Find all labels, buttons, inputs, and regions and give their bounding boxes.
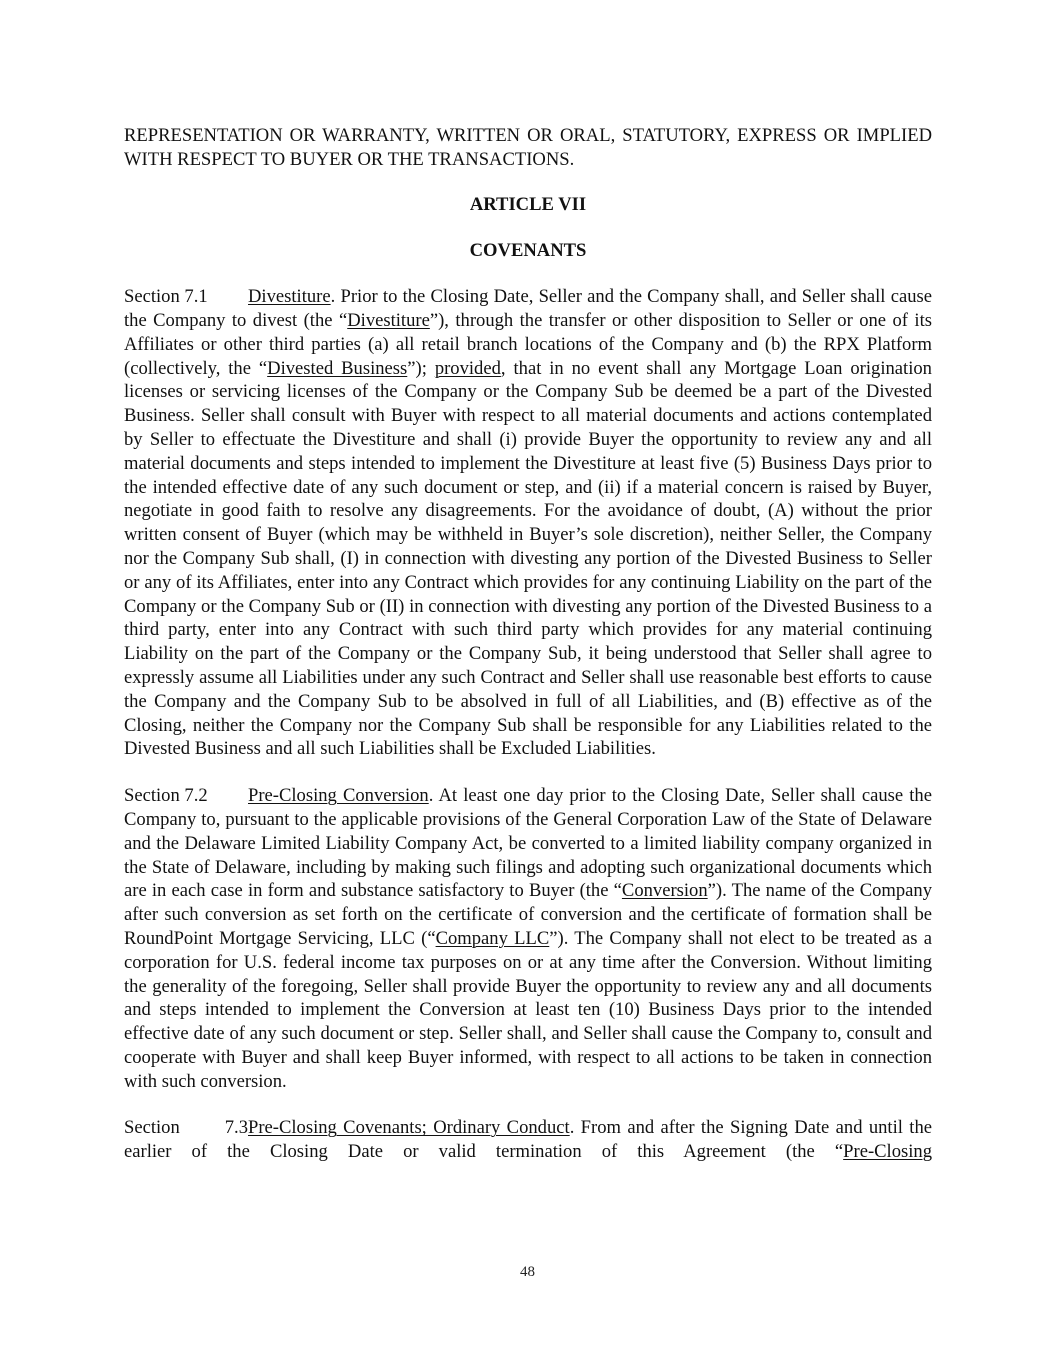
section-text: ”). The name of the Company after such conversion as set forth on the certificate of conversion and the certificate of formation shall be RoundPoint Mortgage Servicing, LLC (“ xyxy=(124,880,933,949)
section-text: ”); xyxy=(407,357,435,379)
section-title: Divestiture xyxy=(248,286,331,308)
defined-term: Divested Business xyxy=(267,357,408,379)
article-title-heading: COVENANTS xyxy=(469,240,587,262)
section-title: Pre-Closing Conversion xyxy=(248,785,429,807)
section-number: Section 7.2 xyxy=(124,785,208,807)
section-7-3 xyxy=(124,1116,932,1164)
document-page xyxy=(124,124,932,1187)
section-7-1 xyxy=(124,285,932,761)
section-text: . At least one day prior to the Closing Date, Seller shall cause the Company to, pursuant to the applicable provisions of the General Corporation Law of the State of Delaware and the Delaware Limited Liability Company Act, be converted to a limited liability company organized in the State of Delaware, including by making such filings and adopting such organizational documents which are in each case in form and substance satisfactory to Buyer (the “ xyxy=(124,785,932,902)
defined-term: provided xyxy=(434,357,501,379)
page-number: 48 xyxy=(520,1264,535,1280)
article-number-heading: ARTICLE VII xyxy=(469,193,587,215)
section-7-2 xyxy=(124,784,932,1093)
section-text: ”), through the transfer or other disposition to Seller or one of its Affiliates or other third parties (a) all retail branch locations of the Company and (b) the RPX Platform (collectively, the “ xyxy=(124,309,932,379)
intro-paragraph: REPRESENTATION OR WARRANTY, WRITTEN OR ORAL, STATUTORY, EXPRESS OR IMPLIED WITH RESPECT TO BUYER OR THE TRANSACTIONS. xyxy=(124,125,932,170)
section-number: Section 7.3 xyxy=(124,1117,248,1139)
defined-term: Pre-Closing xyxy=(843,1141,932,1163)
section-number: Section 7.1 xyxy=(124,286,208,308)
section-text: . From and after the Signing Date and until the earlier of the Closing Date or valid termination of this Agreement (the “ xyxy=(124,1117,932,1163)
section-text: . Prior to the Closing Date, Seller and the Company shall, and Seller shall cause the Company to divest (the “ xyxy=(124,286,932,331)
section-text: , that in no event shall any Mortgage Loan origination licenses or servicing licenses of the Company or the Company Sub be deemed be a part of the Divested Business. Seller shall consult with Buyer with respect to all material documents and actions contemplated by Seller to effectuate the Divestiture and shall (i) provide Buyer the opportunity to review any and all material documents and steps intended to implement the Divestiture at least five (5) Business Days prior to the intended effective date of any such document or step, and (ii) if a material concern is raised by Buyer, negotiate in good faith to resolve any disagreements. For the avoidance of doubt, (A) without the prior written consent of Buyer (which may be withheld in Buyer’s sole discretion), neither Seller, the Company nor the Company Sub shall, (I) in connection with divesting any portion of the Divested Business to Seller or any of its Affiliates, enter into any Contract which provides for any continuing Liability on the part of the Company or the Company Sub or (II) in connection with divesting any portion of the Divested Business to a third party, enter into any Contract with such third party which provides for any material continuing Liability on the part of the Company or the Company Sub, it being understood that Seller shall agree to expressly assume all Liabilities under any such Contract and Seller shall use reasonable best efforts to cause the Company and the Company Sub to be absolved in full of all Liabilities, and (B) effective as of the Closing, neither the Company nor the Company Sub shall be responsible for any Liabilities related to the Divested Business and all such Liabilities shall be Excluded Liabilities. xyxy=(124,357,932,760)
defined-term: Conversion xyxy=(621,880,708,902)
defined-term: Company LLC xyxy=(435,927,550,949)
defined-term: Divestiture xyxy=(347,309,430,331)
section-title: Pre-Closing Covenants; Ordinary Conduct xyxy=(248,1117,570,1139)
section-text: ”). The Company shall not elect to be treated as a corporation for U.S. federal income tax purposes on or at any time after the Conversion. Without limiting the generality of the foregoing, Seller shall provide Buyer the opportunity to review any and all documents and steps intended to implement the Conversion at least ten (10) Business Days prior to the intended effective date of any such document or step. Seller shall, and Seller shall cause the Company to, consult and cooperate with Buyer and shall keep Buyer informed, with respect to all actions to be taken in connection with such conversion. xyxy=(124,927,932,1092)
